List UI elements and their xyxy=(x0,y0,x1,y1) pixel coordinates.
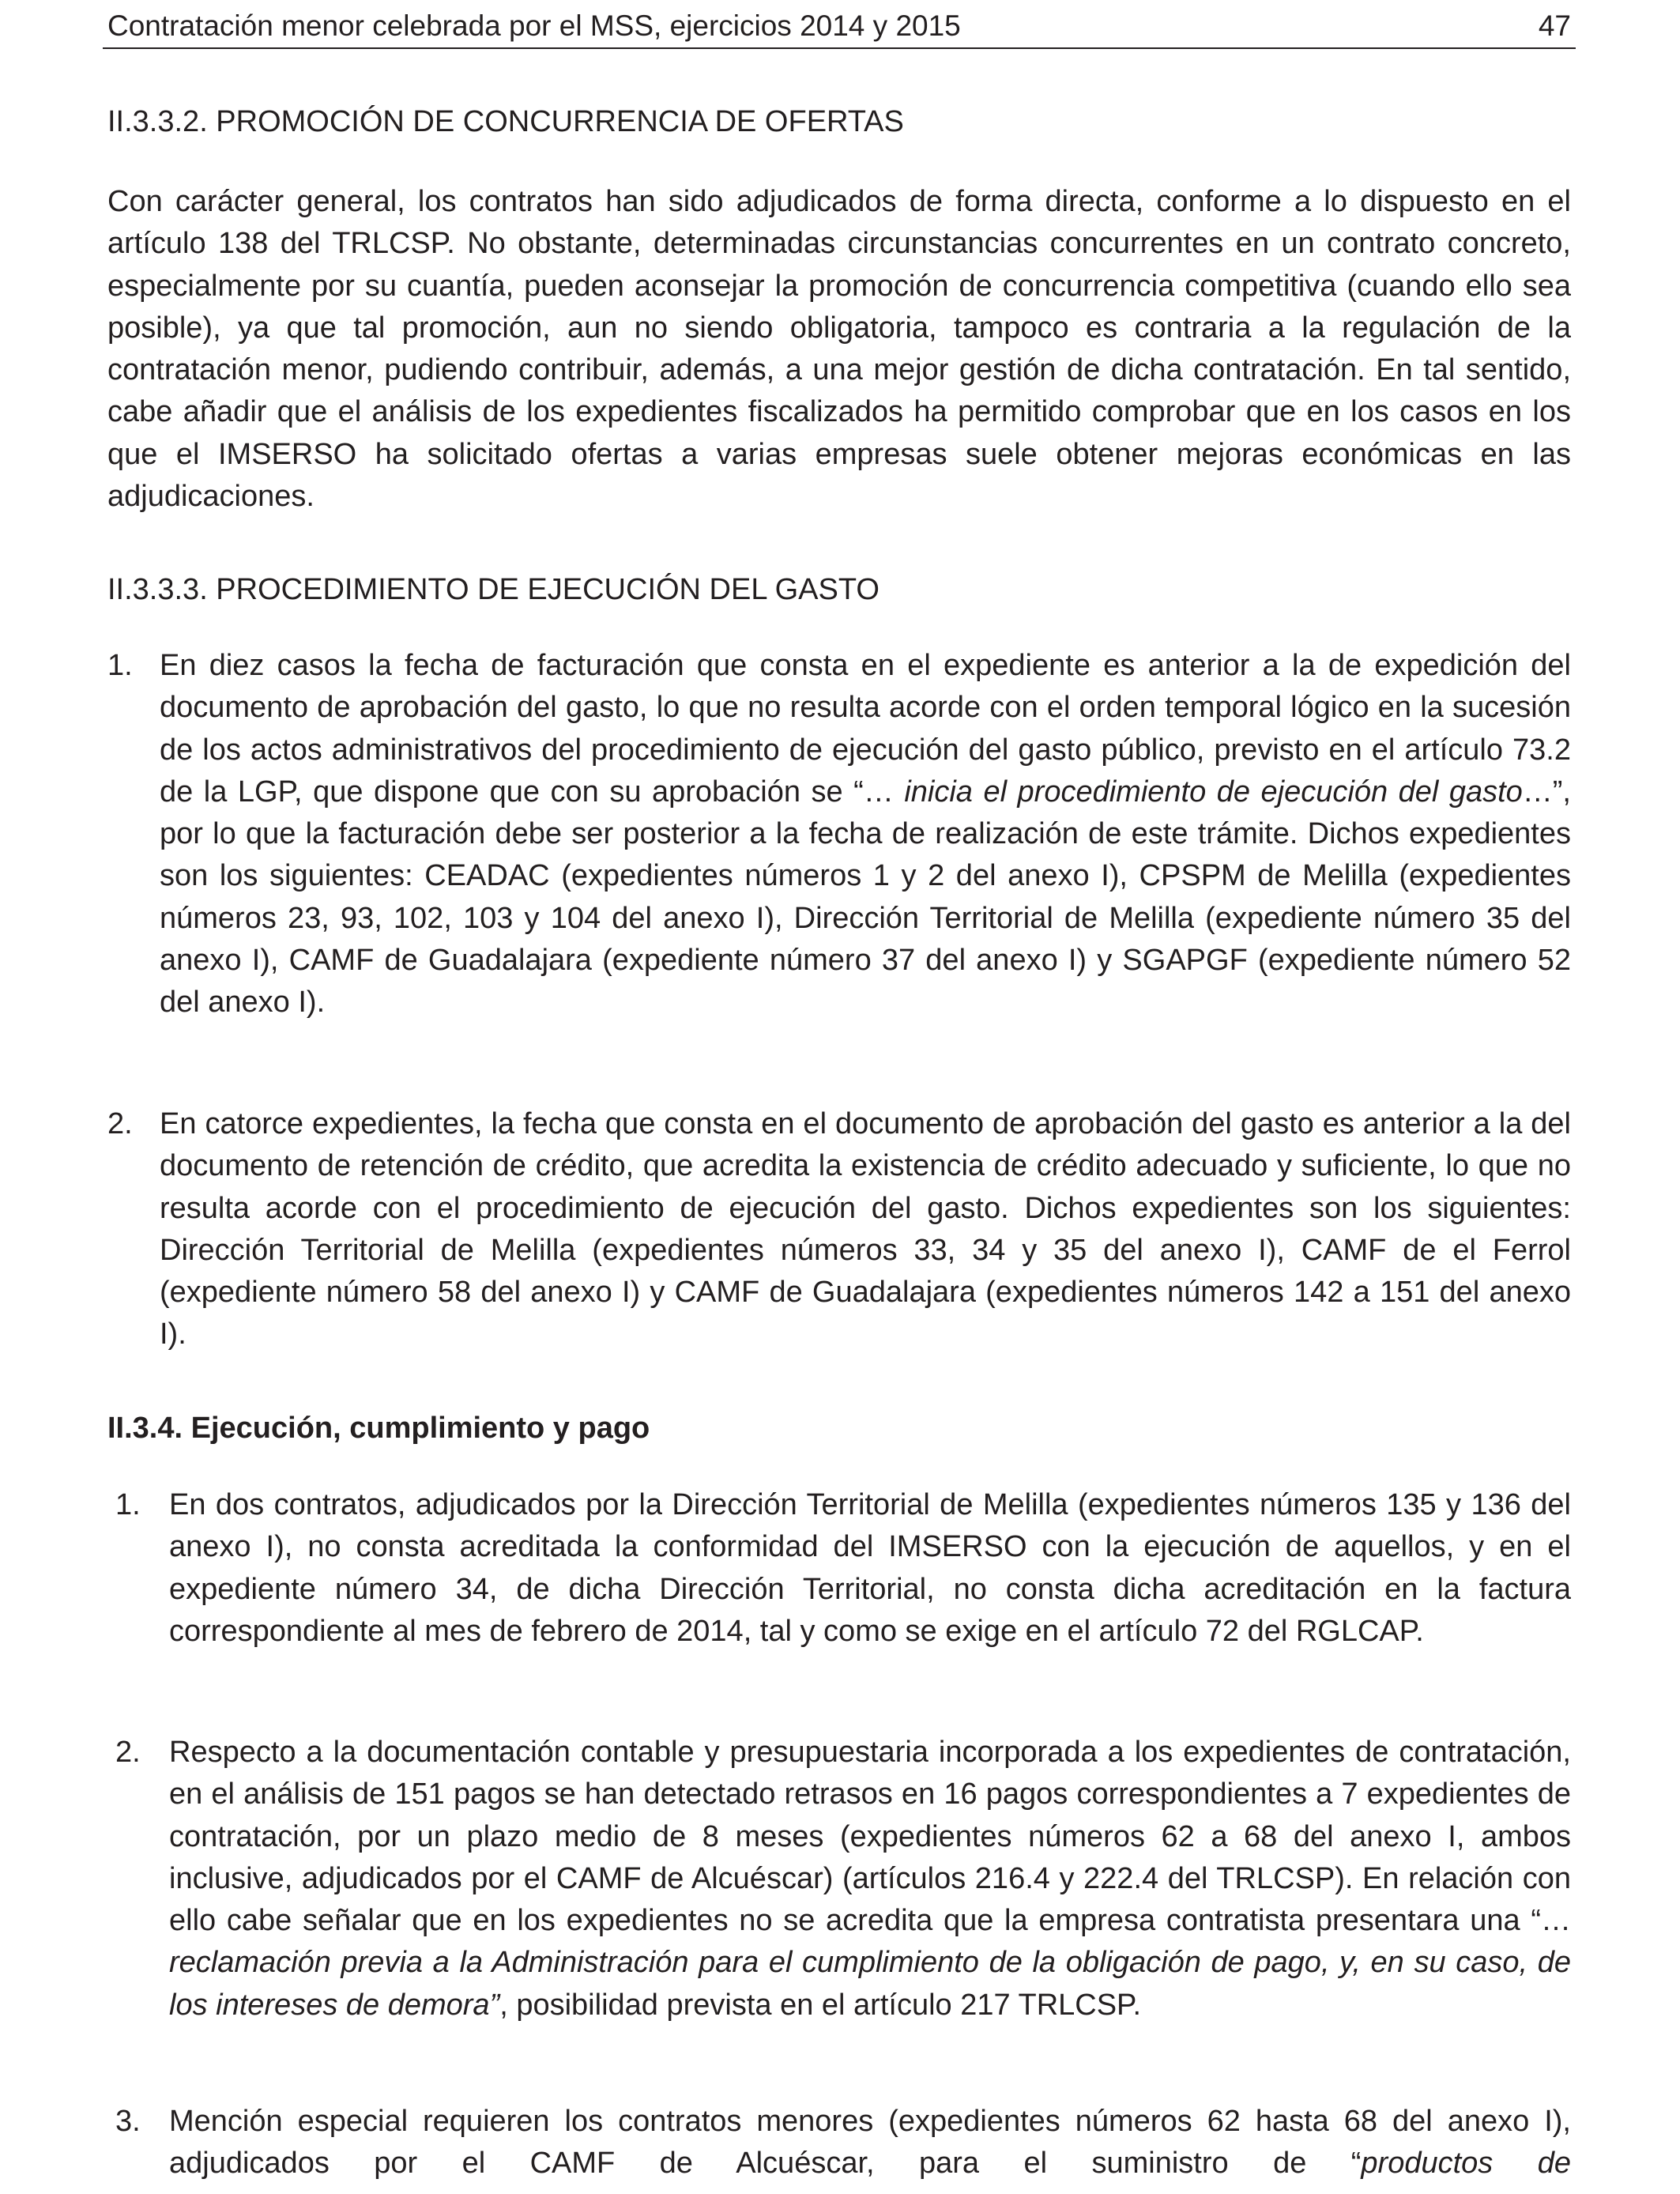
list-item-number: 2. xyxy=(115,1736,141,1769)
list-item-text: Respecto a la documentación contable y presupuestaria incorporada a los expedientes de contratación, en el análisis de 151 pagos se han detectado retrasos en 16 pagos correspondientes a 7 expedientes de contratación, por un plazo medio de 8 meses (expedientes números 62 a 68 del anexo I, ambos inclusive, adjudicados por el CAMF de Alcuéscar) (artículos 216.4 y 222.4 del TRLCSP). En relación con ello cabe señalar que en los expedientes no se acredita que la empresa contratista presentara una “…reclamación previa a la Administración para el cumplimiento de la obligación de pago, y, en su caso, de los intereses de demora”, posibilidad prevista en el artículo 217 TRLCSP. xyxy=(169,1736,1571,2022)
list-item xyxy=(115,2101,1571,2188)
paragraph-promocion: Con carácter general, los contratos han sido adjudicados de forma directa, conforme a lo dispuesto en el artículo 138 del TRLCSP. No obstante, determinadas circunstancias concurrentes en un contrato concreto, especialmente por su cuantía, pueden aconsejar la promoción de concurrencia competitiva (cuando ello sea posible), ya que tal promoción, aun no siendo obligatoria, tampoco es contraria a la regulación de la contratación menor, pudiendo contribuir, además, a una mejor gestión de dicha contratación. En tal sentido, cabe añadir que el análisis de los expedientes fiscalizados ha permitido comprobar que en los casos en los que el IMSERSO ha solicitado ofertas a varias empresas suele obtener mejoras económicas en las adjudicaciones. xyxy=(107,185,1571,514)
list-item xyxy=(115,1732,1571,2040)
list-item-number: 1. xyxy=(115,1488,141,1521)
list-item-text: En diez casos la fecha de facturación que consta en el expediente es anterior a la de expedición del documento de aprobación del gasto, lo que no resulta acorde con el orden temporal lógico en la sucesión de los actos administrativos del procedimiento de ejecución del gasto público, previsto en el artículo 73.2 de la LGP, que dispone que con su aprobación se “… inicia el procedimiento de ejecución del gasto…”, por lo que la facturación debe ser posterior a la fecha de realización de este trámite. Dichos expedientes son los siguientes: CEADAC (expedientes números 1 y 2 del anexo I), CPSPM de Melilla (expedientes números 23, 93, 102, 103 y 104 del anexo I), Dirección Territorial de Melilla (expediente número 35 del anexo I), CAMF de Guadalajara (expediente número 37 del anexo I) y SGAPGF (expediente número 52 del anexo I). xyxy=(160,649,1571,1020)
list-item-number: 1. xyxy=(107,649,133,682)
section-heading-procedimiento: II.3.3.3. PROCEDIMIENTO DE EJECUCIÓN DEL GASTO xyxy=(107,573,880,606)
list-item xyxy=(107,1103,1571,1364)
list-item-text: Mención especial requieren los contratos menores (expedientes números 62 hasta 68 del anexo I), adjudicados por el CAMF de Alcuéscar, para el suministro de “productos de xyxy=(169,2105,1571,2181)
list-item xyxy=(107,645,1571,1072)
list-item-text: En catorce expedientes, la fecha que consta en el documento de aprobación del gasto es anterior a la del documento de retención de crédito, que acredita la existencia de crédito adecuado y suficiente, lo que no resulta acorde con el procedimiento de ejecución del gasto. Dichos expedientes son los siguientes: Dirección Territorial de Melilla (expedientes números 33, 34 y 35 del anexo I), CAMF de el Ferrol (expediente número 58 del anexo I) y CAMF de Guadalajara (expedientes números 142 a 151 del anexo I). xyxy=(160,1107,1571,1351)
list-item-number: 2. xyxy=(107,1107,133,1140)
section-heading-promocion: II.3.3.2. PROMOCIÓN DE CONCURRENCIA DE OFERTAS xyxy=(107,105,904,138)
header-title: Contratación menor celebrada por el MSS, ejercicios 2014 y 2015 xyxy=(107,9,961,42)
page-header xyxy=(103,5,1576,49)
section-heading-ejecucion: II.3.4. Ejecución, cumplimiento y pago xyxy=(107,1412,650,1445)
page-number: 47 xyxy=(1538,9,1571,42)
list-item-number: 3. xyxy=(115,2105,141,2138)
list-item-text: En dos contratos, adjudicados por la Dirección Territorial de Melilla (expedientes números 135 y 136 del anexo I), no consta acreditada la conformidad del IMSERSO con la ejecución de aquellos, y en el expediente número 34, de dicha Dirección Territorial, no consta dicha acreditación en la factura correspondiente al mes de febrero de 2014, tal y como se exige en el artículo 72 del RGLCAP. xyxy=(169,1488,1571,1648)
list-item xyxy=(115,1484,1571,1706)
